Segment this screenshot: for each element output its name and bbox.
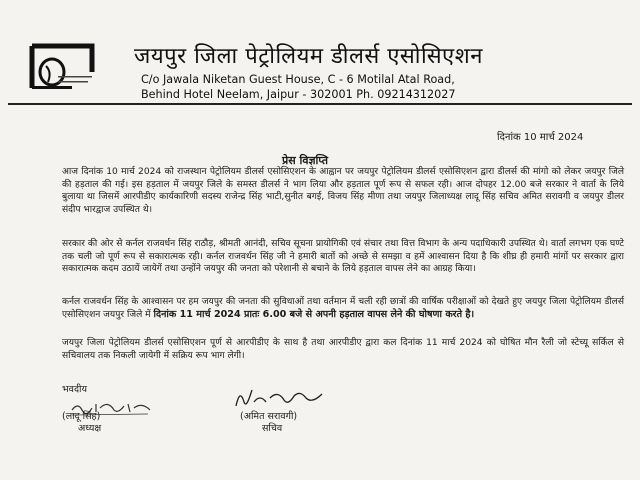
press-release-heading: प्रेस विज्ञप्ति	[282, 154, 329, 167]
address-line-1: C/o Jawala Niketan Guest House, C - 6 Motilal Atal Road,	[141, 73, 455, 86]
header-divider	[8, 103, 632, 105]
paragraph-4: जयपुर जिला पेट्रोलियम डीलर्स एसोसिएशन पूर्ण से आरपीडीए के साथ है तथा आरपीडीए द्वारा कल दिनांक 11 मार्च 2024 को घोषित मौन रैली जो स्टेच्यू सर्किल से सचिवालय तक निकली जायेगी में सक्रिय रूप भाग लेगी।	[62, 338, 624, 361]
association-logo	[28, 42, 100, 94]
organization-name: जयपुर जिला पेट्रोलियम डीलर्स एसोसिएशन	[134, 44, 483, 69]
paragraph-3-text: कर्नल राजवर्धन सिंह के आश्वासन पर हम जयपुर की जनता की सुविधाओं तथा वर्तमान में चली रही छात्रों की वार्षिक परीक्षाओं को देखते हुए जयपुर जिला पेट्रोलियम डीलर्स एसोसिएशन जयपुर जिले में	[62, 297, 624, 320]
signature-right	[230, 384, 330, 410]
signatory-right-name: (अमित सरावगी)	[240, 411, 298, 422]
signatory-left-role: अध्यक्ष	[78, 423, 102, 434]
signatory-right-role: सचिव	[262, 423, 283, 434]
address-line-2: Behind Hotel Neelam, Jaipur - 302001 Ph. 09214312027	[141, 88, 456, 101]
paragraph-2: सरकार की ओर से कर्नल राजवर्धन सिंह राठौड़, श्रीमती आनंदी, सचिव सूचना प्रायोगिकी एवं संचार तथा वित्त विभाग के अन्य पदाधिकारी उपस्थित थे। वार्ता लगभग एक घण्टे तक चली जो पूर्ण रूप से सकारात्मक रही। कर्नल राजवर्धन सिंह जी ने हमारी बातों को अच्छे से समझा व हमें आश्वासन दिया है कि शीघ्र ही हमारी मांगों पर सरकार द्वारा सकारात्मक कदम उठायें जायेगें तथा उन्होंने जयपुर की जनता को परेशानी से बचाने के लिये हड़ताल वापस लेने का आग्रह किया।	[62, 239, 624, 275]
strike-withdrawal-announcement: दिनांक 11 मार्च 2024 प्रातः 6.00 बजे से अपनी हड़ताल वापस लेने की घोषणा करते है।	[153, 308, 475, 320]
paragraph-1: आज दिनांक 10 मार्च 2024 को राजस्थान पेट्रोलियम डीलर्स एसोसिएशन के आह्वान पर जयपुर पेट्रोलियम डीलर्स एसोसिएशन द्वारा डीलर्स की मांगो को लेकर जयपुर जिले की हड़ताल की गई। इस हड़ताल में जयपुर जिले के समस्त डीलर्स ने भाग लिया और हड़ताल पूर्ण रूप से सफल रही। आज दोपहर 12.00 बजे सरकार ने वार्ता के लिये बुलाया था जिसमें आरपीडीए कार्यकारिणी सदस्य राजेन्द्र सिंह भाटी,सुनीत बगई, विजय सिंह मीणा तथा जयपुर जिलाध्यक्ष लादू सिंह सचिव अमित सरावगी व जयपुर डीलर संदीप भारद्वाज उपस्थित थे।	[62, 167, 624, 215]
closing-salutation: भवदीय	[62, 384, 87, 395]
signatory-left-name: (लादू सिंह)	[62, 411, 101, 422]
letter-date: दिनांक 10 मार्च 2024	[497, 132, 584, 143]
paragraph-3	[62, 296, 624, 321]
